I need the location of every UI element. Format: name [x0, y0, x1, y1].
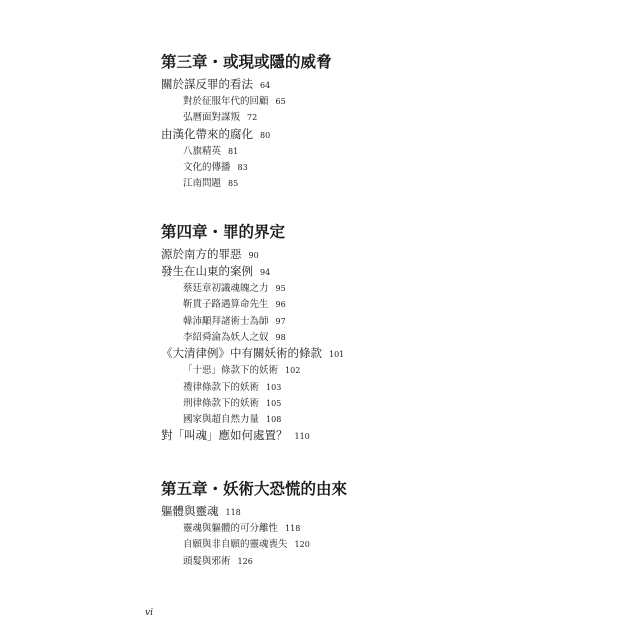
entry-title: 發生在山東的案例 — [161, 264, 253, 278]
toc-subsection-entry — [183, 179, 238, 189]
entry-title: 源於南方的罪惡 — [161, 247, 242, 261]
toc-subsection-entry — [183, 524, 300, 534]
entry-title: 關於謀反罪的看法 — [161, 77, 253, 91]
entry-page-number: 80 — [260, 130, 271, 140]
entry-page-number: 101 — [329, 350, 345, 360]
entry-page-number: 98 — [275, 332, 286, 342]
entry-page-number: 105 — [266, 398, 282, 408]
entry-page-number: 94 — [260, 268, 271, 277]
toc-subsection-entry — [183, 300, 286, 310]
entry-page-number: 118 — [225, 508, 241, 517]
entry-page-number: 118 — [285, 524, 301, 533]
toc-subsection-entry — [183, 284, 286, 294]
entry-title: 李紹舜淪為妖人之奴 — [183, 331, 269, 343]
entry-page-number: 64 — [260, 81, 271, 90]
toc-subsection-entry — [183, 333, 286, 343]
toc-section-entry — [161, 430, 310, 442]
entry-title: 對「叫魂」應如何處置？ — [161, 428, 288, 443]
toc-subsection-entry — [183, 147, 238, 157]
toc-subsection-entry — [183, 317, 286, 327]
entry-title: 蔡廷章初識魂魄之力 — [183, 283, 269, 294]
chapter-heading: 第四章・罪的界定 — [161, 223, 286, 241]
entry-page-number: 103 — [266, 382, 282, 392]
entry-title: 弘曆面對謀叛 — [183, 112, 241, 124]
toc-subsection-entry — [183, 540, 310, 550]
entry-title: 《大清律例》中有關妖術的條款 — [161, 346, 322, 361]
entry-title: 國家與超自然力量 — [183, 414, 260, 426]
entry-page-number: 90 — [248, 251, 259, 260]
entry-title: 禮律條款下的妖術 — [183, 381, 260, 393]
entry-title: 自願與非自願的靈魂喪失 — [183, 539, 288, 551]
toc-subsection-entry — [183, 97, 286, 107]
entry-title: 八旗精英 — [183, 145, 222, 157]
entry-page-number: 97 — [275, 316, 286, 326]
entry-title: 對於征服年代的回顧 — [183, 96, 269, 107]
toc-subsection-entry — [183, 415, 281, 425]
entry-page-number: 102 — [285, 366, 301, 376]
entry-title: 軀體與靈魂 — [161, 504, 219, 518]
entry-title: 靈魂與軀體的可分離性 — [183, 523, 279, 534]
chapter-heading: 第五章・妖術大恐慌的由來 — [161, 480, 348, 498]
entry-page-number: 85 — [228, 179, 239, 189]
entry-page-number: 126 — [237, 556, 253, 566]
chapter-heading: 第三章・或現或隱的威脅 — [161, 53, 332, 71]
entry-page-number: 110 — [294, 432, 310, 442]
entry-title: 靳貫子路遇算命先生 — [183, 299, 269, 311]
entry-page-number: 120 — [294, 540, 310, 550]
toc-section-entry — [161, 348, 344, 360]
entry-title: 韓沛顒拜諸術士為師 — [183, 315, 269, 327]
entry-page-number: 65 — [275, 97, 286, 106]
toc-subsection-entry — [183, 383, 281, 393]
entry-title: 文化的傳播 — [183, 161, 231, 173]
toc-section-entry — [161, 126, 271, 141]
page-folio: vi — [145, 608, 153, 618]
entry-title: 「十惡」條款下的妖術 — [183, 365, 279, 377]
entry-title: 刑律條款下的妖術 — [183, 397, 260, 409]
toc-section-entry — [161, 266, 270, 278]
toc-subsection-entry — [183, 557, 253, 567]
entry-title: 由漢化帶來的腐化 — [161, 126, 253, 141]
toc-subsection-entry — [183, 366, 300, 376]
toc-section-entry — [161, 249, 259, 261]
entry-page-number: 72 — [247, 113, 258, 123]
entry-page-number: 95 — [275, 284, 286, 293]
toc-section-entry — [161, 79, 270, 91]
entry-page-number: 83 — [237, 162, 248, 172]
entry-page-number: 81 — [228, 146, 239, 156]
toc-subsection-entry — [183, 163, 248, 173]
toc-subsection-entry — [183, 113, 257, 123]
entry-title: 江南問題 — [183, 178, 222, 190]
entry-page-number: 96 — [275, 300, 286, 310]
entry-title: 頭髮與邪術 — [183, 555, 231, 567]
toc-subsection-entry — [183, 399, 281, 409]
entry-page-number: 108 — [266, 415, 282, 425]
toc-section-entry — [161, 506, 241, 518]
